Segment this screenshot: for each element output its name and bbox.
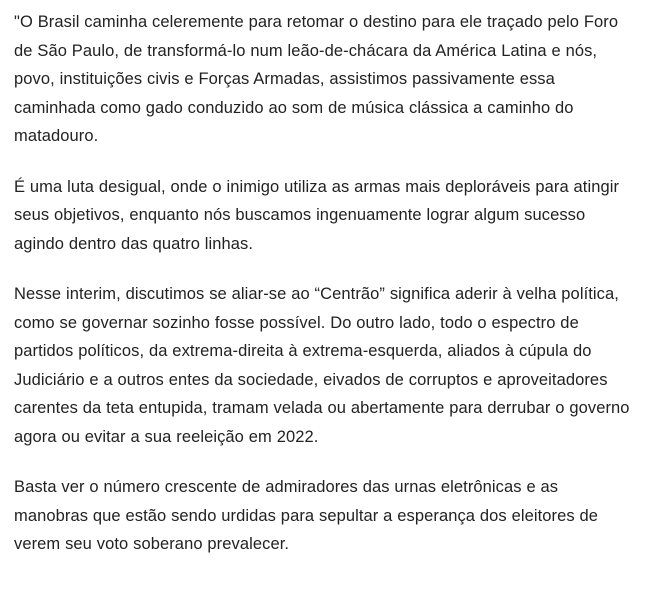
paragraph-4: Basta ver o número crescente de admiradores das urnas eletrônicas e as manobras que estão sendo urdidas para sepultar a esperança dos eleitores de verem seu voto soberano prevalecer. [14,478,599,553]
paragraph-2: É uma luta desigual, onde o inimigo utiliza as armas mais deploráveis para atingir seus objetivos, enquanto nós buscamos ingenuamente lograr algum sucesso agindo dentro das quatro linhas. [14,177,620,253]
paragraph-1: "O Brasil caminha celeremente para retomar o destino para ele traçado pelo Foro de São Paulo, de transformá-lo num leão-de-chácara da América Latina e nós, povo, instituições civis e Forças Armadas, assistimos passivamente essa caminhada como gado conduzido ao som de música clássica a caminho do matadouro. [14,13,619,145]
paragraph-3: Nesse interim, discutimos se aliar-se ao “Centrão” significa aderir à velha política, como se governar sozinho fosse possível. Do outro lado, todo o espectro de partidos políticos, da extrema-direita à extrema-esquerda, aliados à cúpula do Judiciário e a outros entes da sociedade, eivados de corruptos e aproveitadores carentes da teta entupida, tramam velada ou abertamente para derrubar o governo agora ou evitar a sua reeleição em 2022. [14,285,630,446]
